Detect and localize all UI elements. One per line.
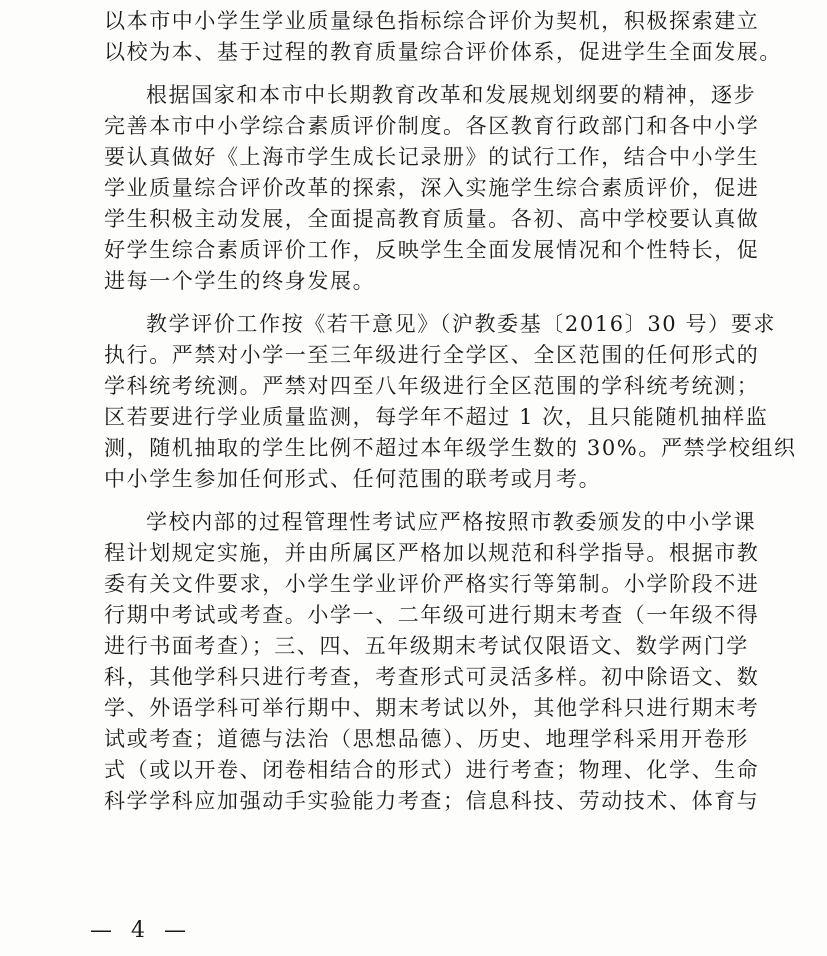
- text-line: 根据国家和本市中长期教育改革和发展规划纲要的精神，逐步: [146, 83, 757, 107]
- text-line: 学业质量综合评价改革的探索，深入实施学生综合素质评价，促进: [104, 176, 760, 200]
- text-line: 程计划规定实施，并由所属区严格加以规范和科学指导。根据市教: [104, 541, 760, 565]
- text-line: 学、外语学科可举行期中、期末考试以外，其他学科只进行期末考: [104, 696, 760, 720]
- page-number: — 4 —: [90, 918, 192, 943]
- text-line: 进行书面考查）；三、四、五年级期末考试仅限语文、数学两门学: [104, 634, 749, 658]
- text-line: 以本市中小学生学业质量绿色指标综合评价为契机，积极探索建立: [104, 9, 760, 33]
- text-line: 试或考查；道德与法治（思想品德）、历史、地理学科采用开卷形: [104, 727, 749, 751]
- paragraph: [104, 309, 797, 495]
- text-line: 要认真做好《上海市学生成长记录册》的试行工作，结合中小学生: [104, 145, 760, 169]
- text-line: 区若要进行学业质量监测，每学年不超过 1 次，且只能随机抽样监: [104, 405, 769, 429]
- text-line: 测，随机抽取的学生比例不超过本年级学生数的 30%。严禁学校组织: [104, 436, 797, 460]
- text-line: 式（或以开卷、闭卷相结合的形式）进行考查；物理、化学、生命: [104, 758, 760, 782]
- text-line: 学科统考统测。严禁对四至八年级进行全区范围的学科统考统测；: [104, 374, 760, 398]
- text-line: 科，其他学科只进行考查，考查形式可灵活多样。初中除语文、数: [104, 665, 760, 689]
- paragraph-gap: [104, 68, 724, 80]
- text-line: 教学评价工作按《若干意见》（沪教委基〔2016〕30 号）要求: [146, 312, 776, 336]
- paragraph: [104, 6, 782, 68]
- text-line: 执行。严禁对小学一至三年级进行全学区、全区范围的任何形式的: [104, 343, 760, 367]
- text-line: 委有关文件要求，小学生学业评价严格实行等第制。小学阶段不进: [104, 572, 760, 596]
- paragraph: [104, 507, 760, 817]
- text-line: 以校为本、基于过程的教育质量综合评价体系，促进学生全面发展。: [104, 40, 782, 64]
- text-line: 完善本市中小学综合素质评价制度。各区教育行政部门和各中小学: [104, 114, 760, 138]
- paragraph-gap: [104, 297, 724, 309]
- paragraph-gap: [104, 495, 724, 507]
- text-line: 行期中考试或考查。小学一、二年级可进行期末考查（一年级不得: [104, 603, 760, 627]
- text-line: 科学学科应加强动手实验能力考查；信息科技、劳动技术、体育与: [104, 789, 760, 813]
- text-line: 中小学生参加任何形式、任何范围的联考或月考。: [104, 467, 602, 491]
- text-line: 好学生综合素质评价工作，反映学生全面发展情况和个性特长，促: [104, 238, 760, 262]
- text-line: 学生积极主动发展，全面提高教育质量。各初、高中学校要认真做: [104, 207, 760, 231]
- text-line: 学校内部的过程管理性考试应严格按照市教委颁发的中小学课: [146, 510, 757, 534]
- document-body: [104, 6, 797, 817]
- text-line: 进每一个学生的终身发展。: [104, 269, 376, 293]
- paragraph: [104, 80, 760, 297]
